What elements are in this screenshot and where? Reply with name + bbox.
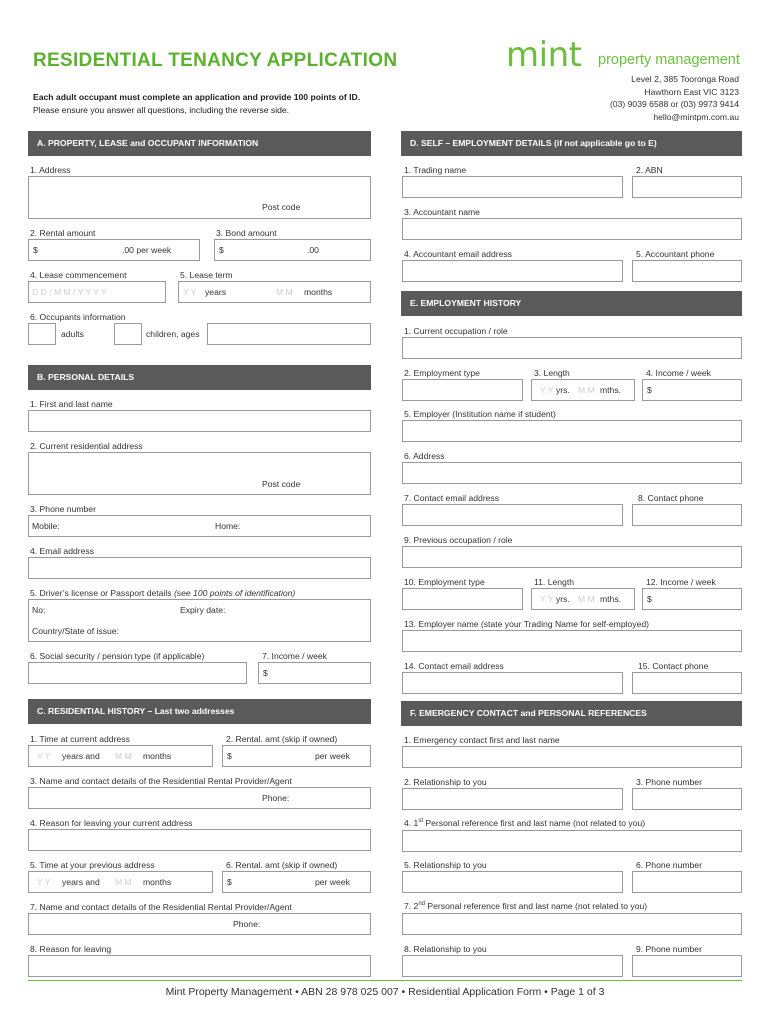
reference-2-field[interactable] — [402, 913, 742, 935]
time-current-label: 1. Time at current address — [30, 734, 130, 744]
section-d-header: D. SELF – EMPLOYMENT DETAILS (if not applicable go to E) — [401, 131, 742, 156]
income-dollar: $ — [647, 385, 652, 395]
employer-2-label: 13. Employer name (state your Trading Name for self-employed) — [404, 619, 650, 629]
bond-amount-label: 3. Bond amount — [216, 228, 277, 238]
rental-amt-prev-field[interactable] — [222, 871, 371, 893]
months-placeholder: M M — [578, 594, 595, 604]
months-placeholder: M M — [115, 877, 132, 887]
intro-text: Please ensure you answer all questions, including the reverse side. — [33, 105, 290, 115]
address-line-2: Hawthorn East VIC 3123 — [644, 86, 739, 97]
reference-2-phone-label: 9. Phone number — [636, 944, 702, 954]
bond-suffix: .00 — [307, 245, 319, 255]
rental-suffix: .00 per week — [122, 245, 172, 255]
reference-1-sup: st — [418, 818, 424, 825]
relationship-3-field[interactable] — [402, 955, 623, 977]
reason-previous-label: 8. Reason for leaving — [30, 944, 112, 954]
phone-field[interactable] — [28, 515, 371, 537]
email-label: 4. Email address — [30, 546, 95, 556]
section-f-header: F. EMERGENCY CONTACT and PERSONAL REFERENCES — [401, 701, 742, 726]
reference-2-label — [404, 901, 647, 911]
agent-current-field[interactable] — [28, 787, 371, 809]
mths-label: mths. — [600, 385, 622, 395]
employer-field[interactable] — [402, 420, 742, 442]
accountant-email-field[interactable] — [402, 260, 623, 282]
contact-phone-field[interactable] — [632, 504, 742, 526]
employment-type-2-label: 10. Employment type — [404, 577, 485, 587]
company-address — [610, 73, 739, 123]
reason-current-field[interactable] — [28, 829, 371, 851]
income-label: 7. Income / week — [262, 651, 327, 661]
name-label: 1. First and last name — [30, 399, 113, 409]
trading-name-field[interactable] — [402, 176, 623, 198]
income-week-2-field[interactable] — [642, 588, 742, 610]
rental-dollar: $ — [227, 751, 232, 761]
income-week-field[interactable] — [642, 379, 742, 401]
years-placeholder: Y Y — [183, 287, 197, 297]
reference-1-field[interactable] — [402, 830, 742, 852]
rental-amt-prev-label: 6. Rental. amt (skip if owned) — [226, 860, 338, 870]
length-2-field[interactable] — [531, 588, 635, 610]
income-field[interactable] — [258, 662, 371, 684]
footer-divider — [28, 980, 742, 981]
contact-email-label: 7. Contact email address — [404, 493, 500, 503]
income-week-label: 4. Income / week — [646, 368, 711, 378]
yrs-label: yrs. — [556, 385, 570, 395]
rental-dollar: $ — [227, 877, 232, 887]
contact-phone-label: 8. Contact phone — [638, 493, 704, 503]
months-placeholder: M M — [276, 287, 293, 297]
reference-1-phone-field[interactable] — [632, 871, 742, 893]
length-label: 3. Length — [534, 368, 570, 378]
lease-term-label: 5. Lease term — [180, 270, 233, 280]
length-field[interactable] — [531, 379, 635, 401]
section-b-header: B. PERSONAL DETAILS — [28, 365, 371, 390]
phone-label: 3. Phone number — [30, 504, 96, 514]
accountant-name-field[interactable] — [402, 218, 742, 240]
lease-term-field[interactable] — [178, 281, 371, 303]
agent-phone-label: Phone: — [262, 793, 290, 803]
contact-phone-2-label: 15. Contact phone — [638, 661, 709, 671]
months-label: months — [304, 287, 333, 297]
address-label: 1. Address — [30, 165, 71, 175]
trading-name-label: 1. Trading name — [404, 165, 467, 175]
reference-2-number: 7. 2 — [404, 901, 419, 911]
years-placeholder: Y Y — [540, 594, 554, 604]
employer-address-field[interactable] — [402, 462, 742, 484]
reason-previous-field[interactable] — [28, 955, 371, 977]
occupants-label: 6. Occupants information — [30, 312, 126, 322]
employment-type-field[interactable] — [402, 379, 523, 401]
accountant-phone-field[interactable] — [632, 260, 742, 282]
company-email: hello@mintpm.com.au — [653, 111, 739, 122]
children-label: children, ages — [146, 329, 200, 339]
abn-field[interactable] — [632, 176, 742, 198]
years-and-label: years and — [62, 877, 100, 887]
intro-bold-text: Each adult occupant must complete an application and provide 100 points of ID. — [33, 92, 361, 102]
mths-label: mths. — [600, 594, 622, 604]
agent-previous-field[interactable] — [28, 913, 371, 935]
accountant-label: 3. Accountant name — [404, 207, 480, 217]
previous-occupation-label: 9. Previous occupation / role — [404, 535, 513, 545]
bond-amount-field[interactable] — [214, 239, 371, 261]
rental-amt-current-field[interactable] — [222, 745, 371, 767]
reference-1-phone-label: 6. Phone number — [636, 860, 702, 870]
agent-phone-label: Phone: — [233, 919, 261, 929]
license-number-label: No: — [32, 605, 46, 615]
months-placeholder: M M — [115, 751, 132, 761]
adults-count-field[interactable] — [28, 323, 56, 345]
abn-label: 2. ABN — [636, 165, 663, 175]
reference-1-text: Personal reference first and last name (not related to you) — [423, 818, 646, 828]
occupation-label: 1. Current occupation / role — [404, 326, 508, 336]
reference-2-sup: nd — [418, 901, 426, 908]
adults-label: adults — [61, 329, 84, 339]
home-label: Home: — [215, 521, 241, 531]
previous-occupation-field[interactable] — [402, 546, 742, 568]
employer-address-label: 6. Address — [404, 451, 445, 461]
rental-dollar: $ — [33, 245, 38, 255]
time-previous-field[interactable] — [28, 871, 213, 893]
postcode-label: Post code — [262, 479, 301, 489]
rental-amount-label: 2. Rental amount — [30, 228, 96, 238]
accountant-email-label: 4. Accountant email address — [404, 249, 512, 259]
relationship-3-label: 8. Relationship to you — [404, 944, 487, 954]
years-placeholder: Y Y — [37, 751, 51, 761]
contact-phone-2-field[interactable] — [632, 672, 742, 694]
postcode-label: Post code — [262, 202, 301, 212]
address-line-1: Level 2, 385 Tooronga Road — [631, 74, 739, 84]
months-label: months — [143, 751, 172, 761]
time-current-field[interactable] — [28, 745, 213, 767]
section-c-header: C. RESIDENTIAL HISTORY – Last two addresses — [28, 699, 371, 724]
months-placeholder: M M — [578, 385, 595, 395]
income-dollar: $ — [647, 594, 652, 604]
years-and-label: years and — [62, 751, 100, 761]
emergency-phone-label: 3. Phone number — [636, 777, 702, 787]
children-ages-field[interactable] — [207, 323, 371, 345]
lease-commencement-label: 4. Lease commencement — [30, 270, 127, 280]
reference-1-label — [404, 818, 645, 828]
years-placeholder: Y Y — [37, 877, 51, 887]
property-address-field[interactable] — [28, 176, 371, 219]
rental-amt-label: 2. Rental. amt (skip if owned) — [226, 734, 338, 744]
lease-commencement-field[interactable] — [28, 281, 166, 303]
social-security-field[interactable] — [28, 662, 247, 684]
current-address-field[interactable] — [28, 452, 371, 495]
section-a-header: A. PROPERTY, LEASE and OCCUPANT INFORMATION — [28, 131, 371, 156]
license-label — [30, 588, 295, 598]
section-e-header: E. EMPLOYMENT HISTORY — [401, 291, 742, 316]
years-placeholder: Y Y — [540, 385, 554, 395]
per-week-label: per week — [315, 751, 350, 761]
brand-logo — [506, 35, 746, 75]
emergency-phone-field[interactable] — [632, 788, 742, 810]
reason-current-label: 4. Reason for leaving your current address — [30, 818, 193, 828]
occupation-field[interactable] — [402, 337, 742, 359]
page-title: RESIDENTIAL TENANCY APPLICATION — [33, 50, 398, 71]
rental-amount-field[interactable] — [28, 239, 200, 261]
children-count-field[interactable] — [114, 323, 142, 345]
license-field[interactable] — [28, 599, 371, 642]
contact-email-field[interactable] — [402, 504, 623, 526]
bond-dollar: $ — [219, 245, 224, 255]
relationship-2-field[interactable] — [402, 871, 623, 893]
accountant-phone-label: 5. Accountant phone — [636, 249, 715, 259]
agent-previous-label: 7. Name and contact details of the Residential Rental Provider/Agent — [30, 902, 292, 912]
per-week-label: per week — [315, 877, 350, 887]
employment-type-label: 2. Employment type — [404, 368, 480, 378]
license-note: (see 100 points of identification) — [173, 588, 296, 598]
contact-email-2-label: 14. Contact email address — [404, 661, 504, 671]
company-phone: (03) 9039 6588 or (03) 9973 9414 — [609, 99, 739, 110]
relationship-2-label: 5. Relationship to you — [404, 860, 487, 870]
employer-label: 5. Employer (Institution name if student) — [404, 409, 556, 419]
reference-1-number: 4. 1 — [404, 818, 419, 828]
reference-2-text: Personal reference first and last name (not related to you) — [425, 901, 648, 911]
logo-subtitle: property management — [598, 52, 740, 68]
income-dollar: $ — [263, 668, 268, 678]
current-address-label: 2. Current residential address — [30, 441, 143, 451]
email-field[interactable] — [28, 557, 371, 579]
employer-2-field[interactable] — [402, 630, 742, 652]
months-label: months — [143, 877, 172, 887]
expiry-label: Expiry date: — [180, 605, 226, 615]
years-label: years — [205, 287, 227, 297]
contact-email-2-field[interactable] — [402, 672, 623, 694]
reference-2-phone-field[interactable] — [632, 955, 742, 977]
page-footer: Mint Property Management • ABN 28 978 025 007 • Residential Application Form • Page 1 of 3 — [165, 986, 605, 998]
emergency-contact-label: 1. Emergency contact first and last name — [404, 735, 560, 745]
emergency-contact-field[interactable] — [402, 746, 742, 768]
relationship-field[interactable] — [402, 788, 623, 810]
yrs-label: yrs. — [556, 594, 570, 604]
length-2-label: 11. Length — [534, 577, 574, 587]
income-week-2-label: 12. Income / week — [646, 577, 716, 587]
employment-type-2-field[interactable] — [402, 588, 523, 610]
logo-word: mint — [506, 35, 582, 75]
full-name-field[interactable] — [28, 410, 371, 432]
date-placeholder: D D / M M / Y Y Y Y — [32, 287, 107, 297]
social-security-label: 6. Social security / pension type (if applicable) — [30, 651, 205, 661]
country-label: Country/State of issue: — [32, 626, 119, 636]
mobile-label: Mobile: — [32, 521, 60, 531]
time-previous-label: 5. Time at your previous address — [30, 860, 155, 870]
agent-current-label: 3. Name and contact details of the Residential Rental Provider/Agent — [30, 776, 292, 786]
license-label-text: 5. Driver’s license or Passport details — [30, 588, 172, 598]
relationship-label: 2. Relationship to you — [404, 777, 487, 787]
